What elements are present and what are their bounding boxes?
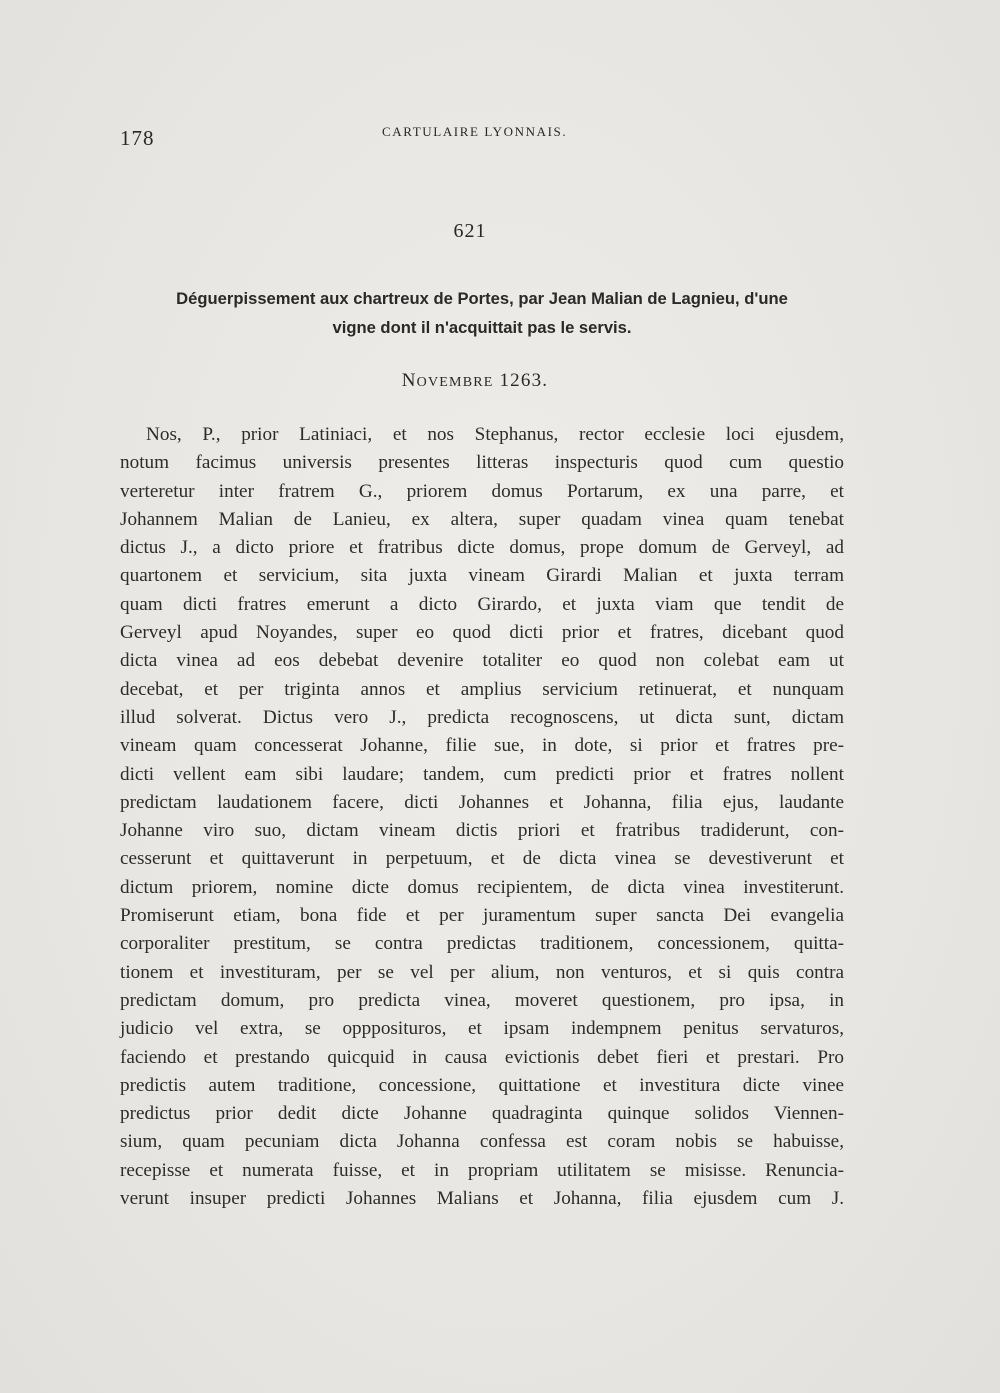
text-line: predictam laudationem facere, dicti Johannes et Johanna, filia ejus, laudante [120, 791, 844, 813]
text-line: sium, quam pecuniam dicta Johanna confessa est coram nobis se habuisse, [120, 1131, 844, 1153]
text-line: predictus prior dedit dicte Johanne quadraginta quinque solidos Viennen- [120, 1103, 844, 1125]
text-line: quartonem et servicium, sita juxta vineam Girardi Malian et juxta terram [120, 565, 844, 587]
document-number: 621 [453, 220, 487, 242]
text-line: tionem et investituram, per se vel per alium, non venturos, et si quis contra [120, 961, 844, 983]
running-title: CARTULAIRE LYONNAIS. [382, 124, 568, 139]
text-line: Promiserunt etiam, bona fide et per juramentum super sancta Dei evangelia [120, 905, 844, 927]
heading-line: Déguerpissement aux chartreux de Portes, par Jean Malian de Lagnieu, d'une [176, 289, 788, 308]
text-line: Johannem Malian de Lanieu, ex altera, super quadam vinea quam tenebat [120, 508, 844, 530]
charter-text [120, 421, 844, 1213]
text-line: Nos, P., prior Latiniaci, et nos Stephanus, rector ecclesie loci ejusdem, [146, 424, 844, 445]
text-line: dicti vellent eam sibi laudare; tandem, cum predicti prior et fratres nollent [120, 763, 844, 785]
text-line: notum facimus universis presentes litteras inspecturis quod cum questio [120, 452, 844, 474]
text-line: dictus J., a dicto priore et fratribus dicte domus, prope domum de Gerveyl, ad [120, 537, 844, 559]
text-line: corporaliter prestitum, se contra predictas traditionem, concessionem, quitta- [120, 933, 844, 955]
text-line: verteretur inter fratrem G., priorem domus Portarum, ex una parre, et [120, 480, 844, 502]
text-line: Gerveyl apud Noyandes, super eo quod dicti prior et fratres, dicebant quod [120, 622, 844, 644]
text-line: recepisse et numerata fuisse, et in propriam utilitatem se misisse. Renuncia- [120, 1159, 844, 1181]
date-initial: N [401, 370, 417, 391]
text-line: dicta vinea ad eos debebat devenire totaliter eo quod non colebat eam ut [120, 650, 844, 672]
text-line: vineam quam concesserat Johanne, filie sue, in dote, si prior et fratres pre- [120, 735, 844, 757]
text-line: judicio vel extra, se oppposituros, et ipsam indempnem penitus servaturos, [120, 1018, 844, 1040]
text-line: predictam domum, pro predicta vinea, moveret questionem, pro ipsa, in [120, 989, 844, 1011]
date-month-small-caps: OVEMBRE [416, 375, 494, 390]
text-line: Johanne viro suo, dictam vineam dictis priori et fratribus tradiderunt, con- [120, 820, 844, 842]
text-line: cesserunt et quittaverunt in perpetuum, et de dicta vinea se devestiverunt et [120, 848, 844, 870]
page-number: 178 [120, 126, 155, 150]
text-line: verunt insuper predicti Johannes Malians et Johanna, filia ejusdem cum J. [120, 1188, 844, 1210]
text-line: decebat, et per triginta annos et amplius servicium retinuerat, et nunquam [120, 678, 844, 700]
document-heading [122, 284, 842, 342]
text-line: dictum priorem, nomine dicte domus recipientem, de dicta vinea investiterunt. [120, 876, 844, 898]
text-line: quam dicti fratres emerunt a dicto Girardo, et juxta viam que tendit de [120, 593, 844, 615]
text-line: illud solverat. Dictus vero J., predicta recognoscens, ut dicta sunt, dictam [120, 706, 844, 728]
text-line: predictis autem traditione, concessione, quittatione et investitura dicte vinee [120, 1074, 844, 1096]
date-year: 1263. [499, 370, 549, 391]
text-line: faciendo et prestando quicquid in causa evictionis debet fieri et prestari. Pro [120, 1046, 844, 1068]
document-date [0, 370, 950, 392]
running-head [120, 118, 860, 148]
heading-line: vigne dont il n'acquittait pas le servis. [332, 318, 632, 337]
